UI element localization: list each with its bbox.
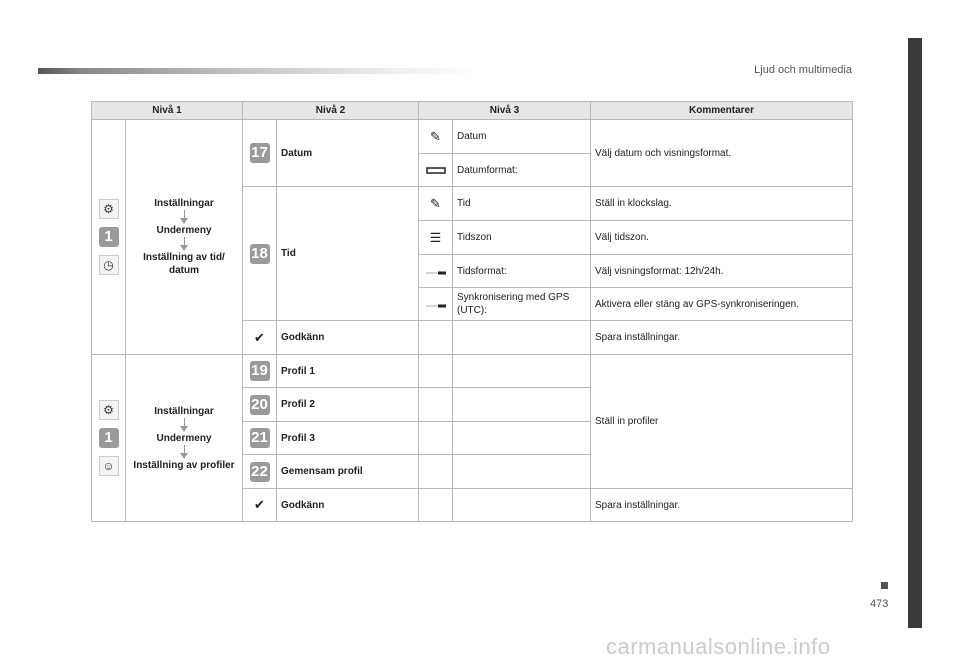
- empty-cell: [453, 489, 591, 522]
- header-comments: Kommentarer: [591, 102, 853, 120]
- step-badge: 18: [251, 244, 268, 262]
- level2-time: Tid: [277, 187, 419, 321]
- arrow-down-icon: [180, 237, 189, 251]
- empty-cell: [419, 489, 453, 522]
- empty-cell: [453, 455, 591, 489]
- badge-cell: [243, 422, 277, 455]
- badge-cell: [243, 355, 277, 388]
- page-marker: [881, 582, 888, 589]
- empty-cell: [453, 388, 591, 422]
- comment-time: Ställ in klockslag.: [591, 187, 853, 221]
- level2-profile-1: Profil 1: [277, 355, 419, 388]
- checkmark-icon: ✔: [254, 329, 265, 345]
- comment-time-format: Välj visningsformat: 12h/24h.: [591, 255, 853, 288]
- level2-date: Datum: [277, 120, 419, 187]
- badge-cell: [243, 388, 277, 422]
- watermark: carmanualsonline.info: [606, 634, 831, 659]
- comment-confirm: Spara inställningar.: [591, 321, 853, 355]
- level2-shared-profile: Gemensam profil: [277, 455, 419, 489]
- confirm-label: Godkänn: [277, 321, 419, 355]
- menu-settings: Inställningar: [154, 405, 214, 417]
- step-badge: 19: [251, 362, 268, 379]
- menu-submenu: Undermeny: [156, 225, 212, 236]
- level3-timezone: Tidszon: [453, 221, 591, 255]
- bar-icon: [426, 163, 446, 178]
- header-level3: Nivå 3: [419, 102, 591, 120]
- empty-cell: [419, 455, 453, 489]
- page-header-title: Ljud och multimedia: [754, 64, 852, 76]
- clock-icon: ◷: [99, 255, 119, 275]
- level3-icon-cell: [419, 187, 453, 221]
- settings-table: [91, 101, 853, 522]
- profile-icon: ☺: [99, 456, 119, 476]
- level3-gps-sync: Synkronisering med GPS (UTC):: [453, 288, 591, 321]
- page-number: 473: [870, 598, 889, 610]
- settings-gear-icon: ⚙: [99, 400, 119, 420]
- level2-profile-2: Profil 2: [277, 388, 419, 422]
- level3-icon-cell: [419, 221, 453, 255]
- header-gradient-bar: [38, 68, 478, 74]
- badge-cell: [243, 455, 277, 489]
- comment-date: Välj datum och visningsformat.: [591, 120, 853, 187]
- comment-confirm: Spara inställningar.: [591, 489, 853, 522]
- step-badge: 21: [251, 429, 268, 446]
- level2-profile-3: Profil 3: [277, 422, 419, 455]
- level1-menu-cell: [126, 355, 243, 522]
- header-level2: Nivå 2: [243, 102, 419, 120]
- menu-settings: Inställningar: [154, 198, 214, 209]
- pen-icon: ✎: [430, 128, 441, 144]
- level3-icon-cell: [419, 255, 453, 288]
- level3-time-format: Tidsformat:: [453, 255, 591, 288]
- empty-cell: [419, 422, 453, 455]
- settings-gear-icon: ⚙: [99, 199, 119, 219]
- toggle-icon: [425, 264, 447, 279]
- level3-date: Datum: [453, 120, 591, 154]
- table-header-row: [92, 102, 853, 120]
- menu-profiles: Inställning av profiler: [133, 459, 235, 471]
- level3-icon-cell: [419, 154, 453, 187]
- level1-menu-cell: [126, 120, 243, 355]
- empty-cell: [453, 422, 591, 455]
- header-level1: Nivå 1: [92, 102, 243, 120]
- confirm-icon-cell: [243, 489, 277, 522]
- step-badge: 17: [251, 144, 268, 161]
- empty-cell: [419, 388, 453, 422]
- side-strip: [908, 38, 922, 628]
- comment-gps-sync: Aktivera eller stäng av GPS-synkroniseringen.: [591, 288, 853, 321]
- step-badge: 1: [99, 227, 119, 247]
- empty-cell: [419, 321, 453, 355]
- empty-cell: [453, 355, 591, 388]
- empty-cell: [453, 321, 591, 355]
- level3-time: Tid: [453, 187, 591, 221]
- toggle-icon: [425, 297, 447, 312]
- step-badge: 22: [251, 462, 268, 480]
- level3-icon-cell: [419, 288, 453, 321]
- arrow-down-icon: [180, 418, 189, 432]
- empty-cell: [419, 355, 453, 388]
- badge-cell: [243, 120, 277, 187]
- menu-submenu: Undermeny: [156, 432, 212, 444]
- arrow-down-icon: [180, 210, 189, 224]
- menu-time-date: Inställning av tid/ datum: [143, 252, 225, 276]
- level3-icon-cell: [419, 120, 453, 154]
- badge-cell: [243, 187, 277, 321]
- confirm-label: Godkänn: [277, 489, 419, 522]
- list-icon: ☰: [429, 229, 442, 245]
- level1-icons-cell: [92, 120, 126, 355]
- comment-profiles: Ställ in profiler: [591, 355, 853, 489]
- confirm-icon-cell: [243, 321, 277, 355]
- comment-timezone: Välj tidszon.: [591, 221, 853, 255]
- pen-icon: ✎: [430, 195, 441, 211]
- level1-icons-cell: [92, 355, 126, 522]
- step-badge: 20: [251, 395, 268, 413]
- table-row: [92, 120, 853, 154]
- level3-date-format: Datumformat:: [453, 154, 591, 187]
- step-badge: 1: [99, 428, 119, 448]
- table-row: [92, 355, 853, 388]
- arrow-down-icon: [180, 445, 189, 459]
- checkmark-icon: ✔: [254, 497, 265, 512]
